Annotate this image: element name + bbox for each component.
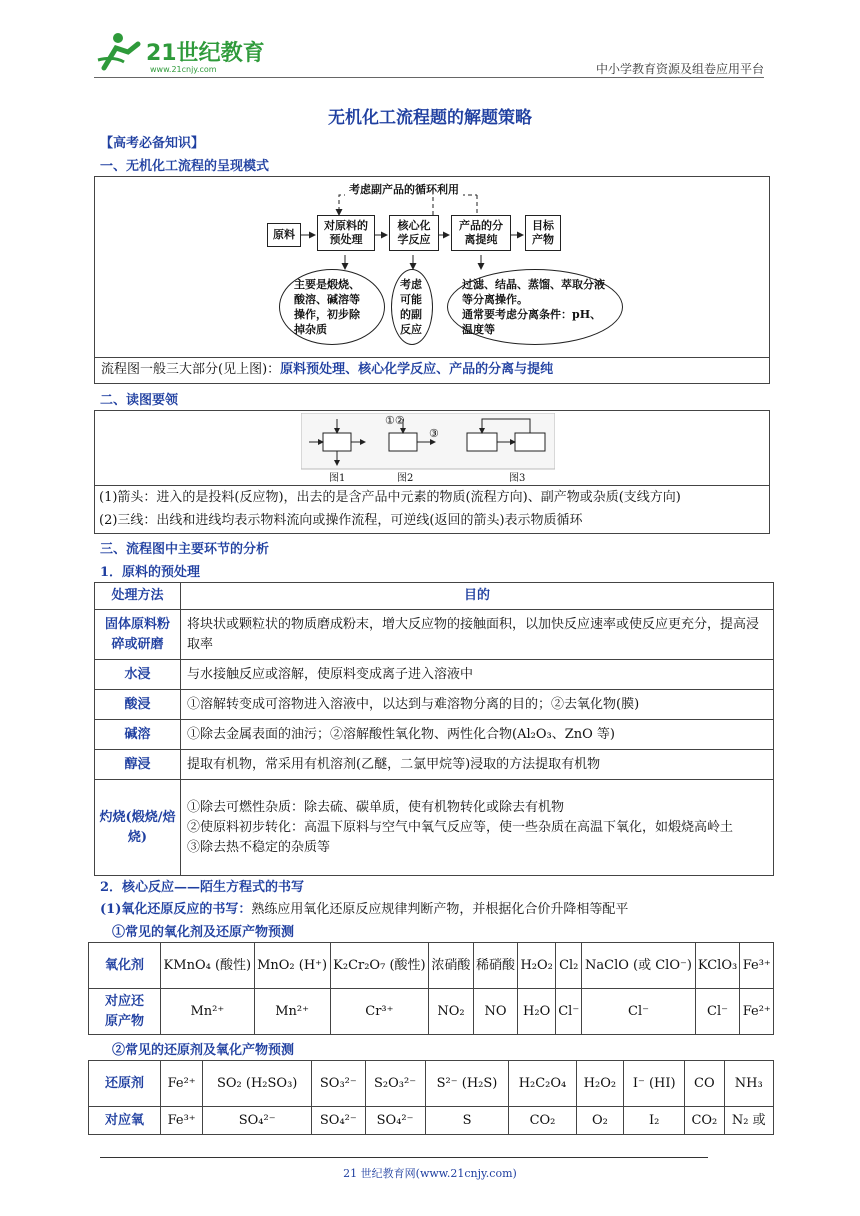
row-purpose: ①溶解转变成可溶物进入溶液中，以达到与难溶物分离的目的；②去氧化物(膜)	[181, 690, 774, 720]
row-method: 酸浸	[95, 690, 181, 720]
reductant-cell: SO₃²⁻	[312, 1061, 365, 1107]
product-cell: Mn²⁺	[254, 989, 330, 1035]
oxidant-cell: 浓硝酸	[429, 943, 474, 989]
oxidant-cell: NaClO (或 ClO⁻)	[582, 943, 695, 989]
flow-summary-prefix: 流程图一般三大部分(见上图)：	[101, 362, 281, 377]
section-1-heading: 一、无机化工流程的呈现模式	[100, 159, 270, 174]
product-cell: Mn²⁺	[161, 989, 255, 1035]
panel-divider	[95, 357, 769, 358]
reduction-product-label: 对应还原产物	[89, 989, 161, 1035]
table-row	[89, 989, 774, 1035]
oxidation-product-label: 对应氧	[89, 1107, 161, 1135]
fig2-caption: 图2	[397, 473, 414, 484]
reductant-cell: S²⁻ (H₂S)	[425, 1061, 509, 1107]
reading-tips-panel	[94, 410, 770, 534]
flow-summary-parts: 原料预处理、核心化学反应、产品的分离与提纯	[280, 362, 554, 377]
logo-icon	[94, 30, 274, 74]
table-row	[95, 690, 774, 720]
table-row	[89, 1061, 774, 1107]
subsection-core-reaction: 2．核心反应——陌生方程式的书写	[100, 880, 305, 895]
subsection-pretreatment: 1．原料的预处理	[100, 565, 201, 580]
header-platform-text: 中小学教育资源及组卷应用平台	[595, 62, 764, 76]
svg-text:www.21cnjy.com: www.21cnjy.com	[150, 65, 217, 74]
product-cell: Cl⁻	[582, 989, 695, 1035]
table-header-row	[95, 583, 774, 610]
box-separation: 产品的分离提纯	[451, 215, 511, 251]
redox-intro-text: 熟练应用氧化还原反应规律判断产物，并根据化合价升降相等配平	[251, 902, 629, 917]
svg-text:21世纪教育: 21世纪教育	[146, 41, 265, 66]
purpose-line-2: ②使原料初步转化：高温下原料与空气中氧气反应等，使一些杂质在高温下氧化，如煅烧高岭土	[187, 819, 734, 835]
product-cell: H₂O	[518, 989, 556, 1035]
oval-side-reaction: 考虑可能的副反应	[391, 269, 433, 345]
section-3-heading: 三、流程图中主要环节的分析	[100, 542, 270, 557]
product-cell: Cr³⁺	[330, 989, 429, 1035]
recycle-label: 考虑副产品的循环利用	[345, 181, 463, 197]
oxidant-cell: Fe³⁺	[740, 943, 774, 989]
row-purpose	[181, 780, 774, 876]
page-title: 无机化工流程题的解题策略	[328, 108, 532, 128]
product-cell: Cl⁻	[556, 989, 582, 1035]
row-method: 水浸	[95, 660, 181, 690]
footer-divider	[100, 1157, 708, 1158]
oxidant-cell: H₂O₂	[518, 943, 556, 989]
product-cell: CO₂	[685, 1107, 724, 1135]
product-cell: NO	[473, 989, 518, 1035]
tip-lines: (2)三线：出线和进线均表示物料流向或操作流程，可逆线(返回的箭头)表示物质循环	[99, 513, 583, 528]
row-purpose: ①除去金属表面的油污；②溶解酸性氧化物、两性化合物(Al₂O₃、ZnO 等)	[181, 720, 774, 750]
product-cell: SO₄²⁻	[365, 1107, 425, 1135]
table-row	[89, 1107, 774, 1135]
fig2-marker-3: ③	[429, 427, 439, 440]
oxidant-cell: MnO₂ (H⁺)	[254, 943, 330, 989]
product-cell: SO₄²⁻	[312, 1107, 365, 1135]
tip-arrows: (1)箭头：进入的是投料(反应物)，出去的是含产品中元素的物质(流程方向)、副产物或杂质(支线方向)	[99, 490, 681, 505]
redox-intro	[100, 898, 628, 917]
page-header	[94, 30, 764, 78]
row-method: 灼烧(煅烧/焙烧)	[95, 780, 181, 876]
reductant-table	[88, 1060, 774, 1135]
reductant-cell: SO₂ (H₂SO₃)	[203, 1061, 312, 1107]
table-row	[95, 610, 774, 660]
oval-separation-line2: 通常要考虑分离条件：pH、温度等	[462, 308, 602, 336]
oxidant-table	[88, 942, 774, 1035]
col-purpose: 目的	[181, 583, 774, 610]
reductant-cell: H₂O₂	[576, 1061, 624, 1107]
row-purpose: 与水接触反应或溶解，使原料变成离子进入溶液中	[181, 660, 774, 690]
row-method: 固体原料粉碎或研磨	[95, 610, 181, 660]
product-cell: NO₂	[429, 989, 474, 1035]
subsection-oxidants: ①常见的氧化剂及还原产物预测	[112, 925, 295, 940]
product-cell: Fe²⁺	[740, 989, 774, 1035]
table-row	[95, 720, 774, 750]
pretreatment-table	[94, 582, 774, 876]
flow-summary	[101, 359, 553, 381]
table-row	[95, 780, 774, 876]
reductant-cell: I⁻ (HI)	[624, 1061, 685, 1107]
oxidant-label: 氧化剂	[89, 943, 161, 989]
oxidant-cell: Cl₂	[556, 943, 582, 989]
table-row	[95, 750, 774, 780]
reductant-cell: S₂O₃²⁻	[365, 1061, 425, 1107]
flow-arrows	[95, 177, 771, 357]
table-row	[89, 943, 774, 989]
purpose-line-3: ③除去热不稳定的杂质等	[187, 839, 331, 855]
reductant-label: 还原剂	[89, 1061, 161, 1107]
subsection-reductants: ②常见的还原剂及氧化产物预测	[112, 1043, 295, 1058]
header-divider	[94, 77, 764, 78]
box-target-product: 目标产物	[525, 215, 561, 251]
section-2-heading: 二、读图要领	[100, 393, 179, 408]
section-tag: 【高考必备知识】	[100, 136, 205, 151]
row-purpose: 将块状或颗粒状的物质磨成粉末，增大反应物的接触面积，以加快反应速率或使反应更充分，提高浸取率	[181, 610, 774, 660]
row-method: 醇浸	[95, 750, 181, 780]
box-raw-material: 原料	[267, 223, 301, 247]
product-cell: Fe³⁺	[161, 1107, 203, 1135]
fig1-caption: 图1	[329, 473, 346, 484]
oval-pretreatment-note: 主要是煅烧、酸溶、碱溶等操作，初步除掉杂质	[279, 269, 385, 345]
box-core-reaction: 核心化学反应	[389, 215, 439, 251]
product-cell: N₂ 或	[724, 1107, 773, 1135]
product-cell: SO₄²⁻	[203, 1107, 312, 1135]
oxidant-cell: KMnO₄ (酸性)	[161, 943, 255, 989]
product-cell: Cl⁻	[695, 989, 740, 1035]
panel-divider	[95, 485, 769, 486]
product-cell: I₂	[624, 1107, 685, 1135]
reductant-cell: NH₃	[724, 1061, 773, 1107]
page-footer: 21 世纪教育网(www.21cnjy.com)	[343, 1167, 517, 1180]
table-row	[95, 660, 774, 690]
row-method: 碱溶	[95, 720, 181, 750]
reductant-cell: CO	[685, 1061, 724, 1107]
oval-separation-note	[447, 269, 623, 345]
reductant-cell: H₂C₂O₄	[509, 1061, 576, 1107]
product-cell: CO₂	[509, 1107, 576, 1135]
reductant-cell: Fe²⁺	[161, 1061, 203, 1107]
row-purpose: 提取有机物，常采用有机溶剂(乙醚，二氯甲烷等)浸取的方法提取有机物	[181, 750, 774, 780]
product-cell: S	[425, 1107, 509, 1135]
oval-separation-line1: 过滤、结晶、蒸馏、萃取分液等分离操作。	[462, 278, 605, 306]
oxidant-cell: KClO₃	[695, 943, 740, 989]
fig2-marker-12: ①②	[385, 414, 405, 427]
flow-diagram-panel	[94, 176, 770, 384]
box-pretreatment: 对原料的预处理	[317, 215, 375, 251]
redox-intro-label: (1)氧化还原反应的书写：	[100, 902, 252, 917]
fig3-caption: 图3	[509, 473, 526, 484]
product-cell: O₂	[576, 1107, 624, 1135]
oxidant-cell: 稀硝酸	[473, 943, 518, 989]
col-method: 处理方法	[95, 583, 181, 610]
purpose-line-1: ①除去可燃性杂质：除去硫、碳单质，使有机物转化或除去有机物	[187, 799, 565, 815]
oxidant-cell: K₂Cr₂O₇ (酸性)	[330, 943, 429, 989]
